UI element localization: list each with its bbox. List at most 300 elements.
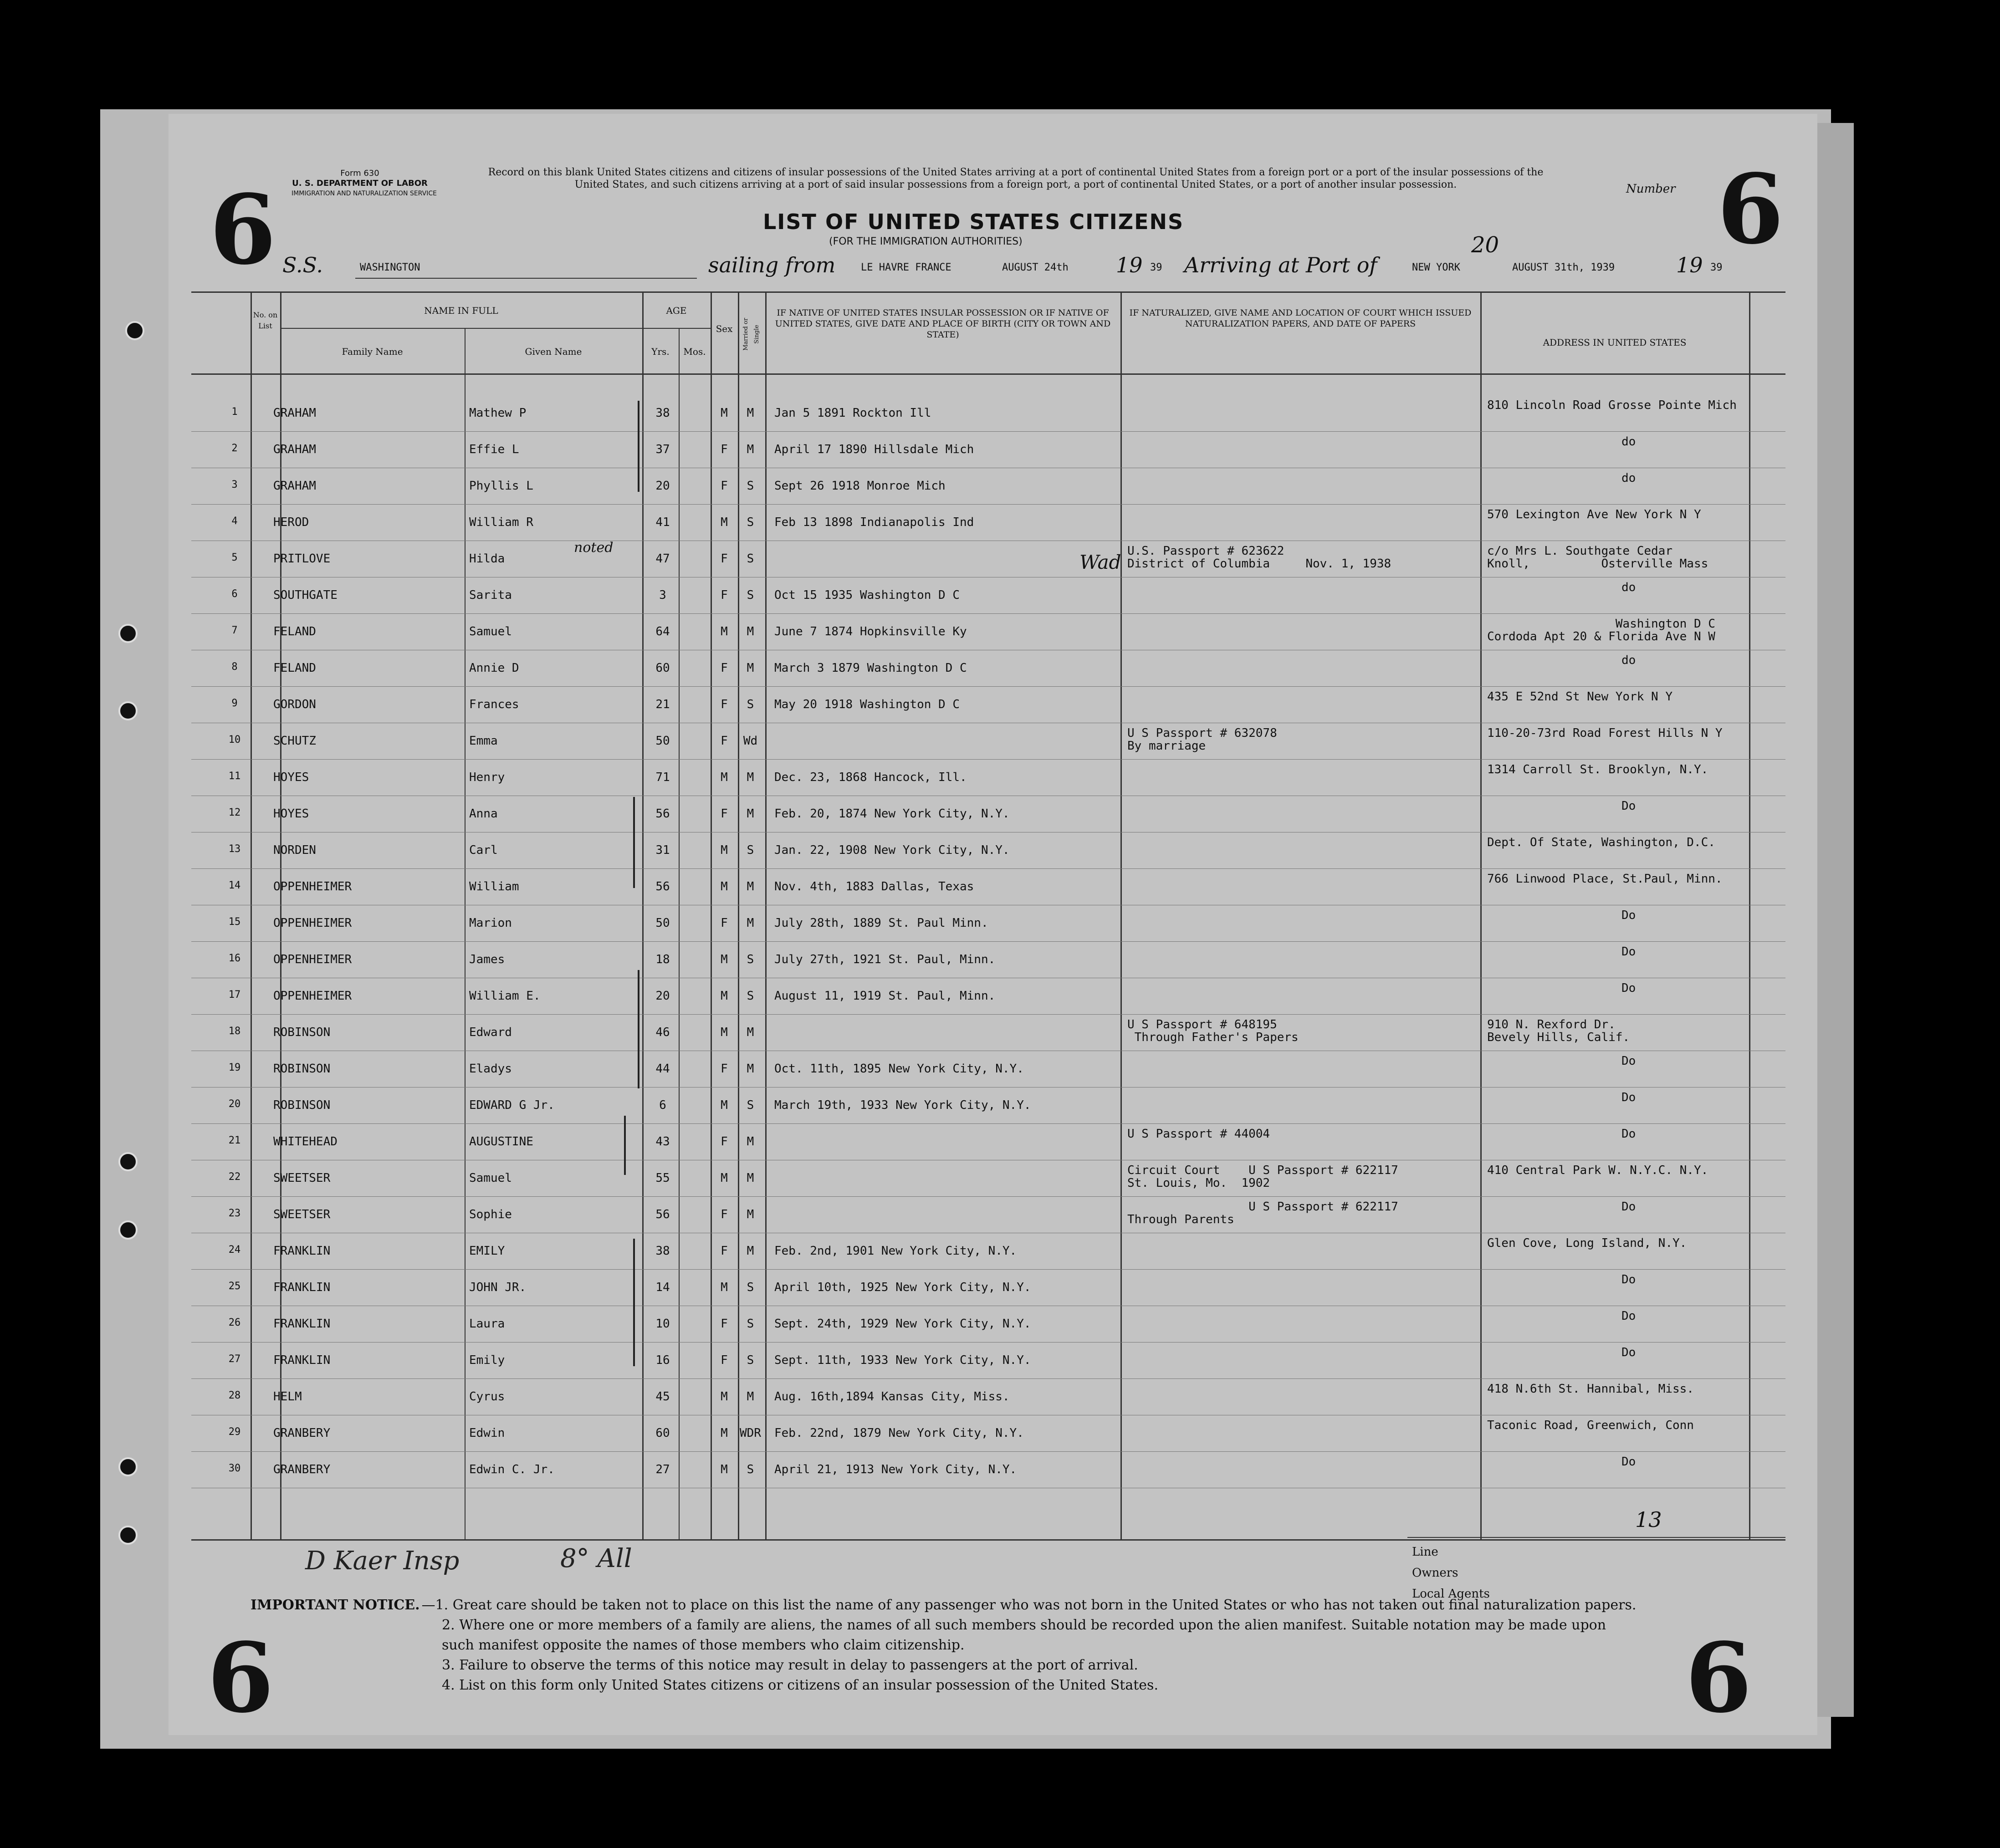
- age-years: 38: [655, 406, 670, 420]
- given-name: Marion: [469, 916, 512, 930]
- naturalization-info: U S Passport # 622117 Through Parents: [1127, 1200, 1398, 1226]
- binder-hole: [118, 1220, 138, 1240]
- family-name: FRANKLIN: [273, 1353, 331, 1367]
- row-number: 21: [228, 1135, 241, 1146]
- address: Do: [1621, 1346, 1636, 1359]
- marital-status: S: [747, 843, 754, 857]
- marital-status: S: [747, 516, 754, 529]
- age-years: 14: [655, 1281, 670, 1294]
- age-years: 31: [655, 843, 670, 857]
- given-name: JOHN JR.: [469, 1281, 527, 1294]
- form-intro: Record on this blank United States citizens and citizens of insular possessions of the United States arriving at a port of continental United States from a foreign port or a port of the insular possessions of the United States, and such citizens arriving at a port of said insular possessions from a foreign port, a port of continental United States, or a port of another insular possession.: [488, 167, 1544, 190]
- family-name: GRANBERY: [273, 1463, 331, 1476]
- family-name: HOYES: [273, 771, 309, 784]
- arrival-year-suffix: 39: [1710, 262, 1723, 273]
- birth-info: Feb. 2nd, 1901 New York City, N.Y.: [774, 1244, 1017, 1258]
- table-row: [169, 943, 1817, 978]
- marital-status: M: [747, 443, 754, 456]
- given-name: Henry: [469, 771, 505, 784]
- table-row: [169, 833, 1817, 869]
- marital-status: M: [747, 880, 754, 893]
- sex: M: [721, 1390, 728, 1404]
- given-name: Eladys: [469, 1062, 512, 1076]
- row-number: 12: [228, 807, 241, 818]
- row-rule: [191, 1014, 1785, 1015]
- row-rule: [191, 1196, 1785, 1197]
- row-number: 22: [228, 1171, 241, 1183]
- birth-info: July 28th, 1889 St. Paul Minn.: [774, 916, 988, 930]
- sex: F: [721, 1208, 728, 1221]
- family-name: ROBINSON: [273, 1098, 331, 1112]
- address: Do: [1621, 909, 1636, 922]
- age-years: 43: [655, 1135, 670, 1149]
- sex: F: [721, 1135, 728, 1149]
- family-name: SWEETSER: [273, 1208, 331, 1221]
- sex: F: [721, 734, 728, 748]
- notice-item: —1. Great care should be taken not to place on this list the name of any passenger who was not born in the United States or who has not taken out final naturalization papers.: [421, 1597, 1637, 1613]
- birth-info: July 27th, 1921 St. Paul, Minn.: [774, 953, 996, 966]
- sex: F: [721, 1317, 728, 1331]
- marital-status: M: [747, 1208, 754, 1221]
- family-name: FELAND: [273, 661, 316, 675]
- row-number: 8: [231, 661, 238, 673]
- age-years: 6: [659, 1098, 666, 1112]
- marital-status: S: [747, 1281, 754, 1294]
- page-edge: [1813, 123, 1854, 1717]
- address: 1314 Carroll St. Brooklyn, N.Y.: [1487, 763, 1708, 776]
- age-years: 16: [655, 1353, 670, 1367]
- family-name: OPPENHEIMER: [273, 880, 352, 893]
- table-row: [169, 651, 1817, 687]
- check-mark-bracket: [633, 797, 635, 888]
- birth-info: Dec. 23, 1868 Hancock, Ill.: [774, 771, 967, 784]
- age-years: 56: [655, 807, 670, 821]
- table-row: [169, 797, 1817, 832]
- age-years: 21: [655, 698, 670, 711]
- row-number: 17: [228, 989, 241, 1001]
- family-name: FRANKLIN: [273, 1244, 331, 1258]
- table-row: [169, 979, 1817, 1015]
- age-years: 56: [655, 1208, 670, 1221]
- ss-label: S.S.: [282, 253, 323, 277]
- birth-info: April 17 1890 Hillsdale Mich: [774, 443, 974, 456]
- birth-info: Feb. 22nd, 1879 New York City, N.Y.: [774, 1426, 1024, 1440]
- handwritten-date-correction: 20: [1471, 232, 1499, 258]
- row-number: 26: [228, 1317, 241, 1328]
- check-mark-bracket: [633, 1239, 635, 1366]
- family-name: FRANKLIN: [273, 1317, 331, 1331]
- given-name: Samuel: [469, 1171, 512, 1185]
- age-years: 47: [655, 552, 670, 566]
- given-name: Sophie: [469, 1208, 512, 1221]
- sex: M: [721, 953, 728, 966]
- row-number: 18: [228, 1026, 241, 1037]
- sex: M: [721, 1426, 728, 1440]
- sex: M: [721, 771, 728, 784]
- row-number: 29: [228, 1426, 241, 1438]
- marital-status: M: [747, 1026, 754, 1039]
- birth-info: Sept 26 1918 Monroe Mich: [774, 479, 946, 493]
- age-years: 44: [655, 1062, 670, 1076]
- row-number: 20: [228, 1098, 241, 1110]
- year-suffix: 39: [1150, 262, 1162, 273]
- address: c/o Mrs L. Southgate Cedar Knoll, Osterville Mass: [1487, 544, 1708, 571]
- age-years: 64: [655, 625, 670, 638]
- form-subtitle: (FOR THE IMMIGRATION AUTHORITIES): [829, 236, 1023, 247]
- family-name: HEROD: [273, 516, 309, 529]
- given-name: Hilda: [469, 552, 505, 566]
- table-row: [169, 433, 1817, 468]
- ship-underline: [355, 278, 697, 279]
- family-name: GRANBERY: [273, 1426, 331, 1440]
- row-number: 9: [231, 698, 238, 709]
- form-identity: [292, 168, 437, 199]
- address: 110-20-73rd Road Forest Hills N Y: [1487, 726, 1723, 740]
- marital-status: S: [747, 479, 754, 493]
- handwritten-count: 8° All: [560, 1544, 632, 1573]
- address: 810 Lincoln Road Grosse Pointe Mich: [1487, 398, 1737, 412]
- ship-name: WASHINGTON: [360, 262, 420, 273]
- check-mark-bracket: [624, 1116, 626, 1175]
- given-name: Phyllis L: [469, 479, 533, 493]
- family-name: GRAHAM: [273, 406, 316, 420]
- table-row: [169, 469, 1817, 505]
- arrival-year-prefix: 19: [1676, 253, 1703, 277]
- address: Do: [1621, 981, 1636, 995]
- row-rule: [191, 1269, 1785, 1270]
- marital-status: WDR: [740, 1426, 761, 1440]
- line-label: Line: [1412, 1545, 1438, 1559]
- birth-info: March 19th, 1933 New York City, N.Y.: [774, 1098, 1031, 1112]
- row-number: 2: [231, 443, 238, 454]
- given-name: Mathew P: [469, 406, 527, 420]
- row-number: 15: [228, 916, 241, 928]
- table-row: [169, 724, 1817, 760]
- address: Dept. Of State, Washington, D.C.: [1487, 836, 1715, 849]
- table-row: [169, 1307, 1817, 1343]
- address: Do: [1621, 1054, 1636, 1068]
- form-title: LIST OF UNITED STATES CITIZENS: [763, 209, 1184, 234]
- given-name: Edward: [469, 1026, 512, 1039]
- address: Washington D C Cordoda Apt 20 & Florida Ave N W: [1487, 617, 1715, 643]
- naturalization-info: U S Passport # 632078 By marriage: [1127, 726, 1277, 753]
- manifest-rows: [169, 396, 1817, 1535]
- address: 570 Lexington Ave New York N Y: [1487, 508, 1701, 521]
- form-number: Form 630: [340, 168, 379, 178]
- sex: F: [721, 916, 728, 930]
- table-row: [169, 1380, 1817, 1415]
- header-married-or-single: Married or Single: [742, 318, 760, 351]
- family-name: WHITEHEAD: [273, 1135, 338, 1149]
- header-yrs: Yrs.: [651, 346, 670, 357]
- sex: F: [721, 552, 728, 566]
- table-row: [169, 1125, 1817, 1160]
- marital-status: S: [747, 1098, 754, 1112]
- header-address: ADDRESS IN UNITED STATES: [1543, 337, 1687, 348]
- marital-status: M: [747, 807, 754, 821]
- row-rule: [191, 1451, 1785, 1452]
- sheet-number-top-left: 6: [210, 174, 276, 286]
- sheet-number-bottom-left: 6: [207, 1622, 274, 1734]
- table-row: [169, 505, 1817, 541]
- given-name: Effie L: [469, 443, 519, 456]
- name-subheader-rule: [280, 328, 676, 329]
- header-naturalized: IF NATURALIZED, GIVE NAME AND LOCATION OF COURT WHICH ISSUED NATURALIZATION PAPERS, AND DATE OF PAPERS: [1129, 308, 1472, 329]
- family-name: FRANKLIN: [273, 1281, 331, 1294]
- row-number: 25: [228, 1281, 241, 1292]
- header-age: AGE: [666, 305, 687, 316]
- sex: F: [721, 443, 728, 456]
- address: 766 Linwood Place, St.Paul, Minn.: [1487, 872, 1723, 886]
- row-number: 27: [228, 1353, 241, 1365]
- given-name: Edwin: [469, 1426, 505, 1440]
- address: Taconic Road, Greenwich, Conn: [1487, 1419, 1694, 1432]
- row-rule: [191, 941, 1785, 942]
- family-name: PRITLOVE: [273, 552, 331, 566]
- marital-status: S: [747, 953, 754, 966]
- table-bottom-rule: [191, 1539, 1785, 1541]
- header-bottom-rule: [191, 373, 1785, 375]
- header-sex: Sex: [716, 323, 733, 334]
- binder-hole: [118, 1457, 138, 1476]
- age-years: 45: [655, 1390, 670, 1404]
- sex: F: [721, 1062, 728, 1076]
- sex: M: [721, 516, 728, 529]
- birth-info: Sept. 24th, 1929 New York City, N.Y.: [774, 1317, 1031, 1331]
- service-name: IMMIGRATION AND NATURALIZATION SERVICE: [292, 190, 437, 197]
- given-name: EDWARD G Jr.: [469, 1098, 555, 1112]
- table-row: [169, 688, 1817, 723]
- marital-status: M: [747, 1135, 754, 1149]
- family-name: NORDEN: [273, 843, 316, 857]
- table-row: [169, 1234, 1817, 1270]
- age-years: 41: [655, 516, 670, 529]
- table-row: [169, 1161, 1817, 1197]
- marital-status: S: [747, 698, 754, 711]
- row-number: 7: [231, 625, 238, 636]
- table-top-rule: [191, 291, 1785, 293]
- notice-label: IMPORTANT NOTICE.: [251, 1597, 420, 1613]
- birth-info: Oct 15 1935 Washington D C: [774, 588, 960, 602]
- family-name: ROBINSON: [273, 1026, 331, 1039]
- check-mark-bracket: [638, 970, 639, 1088]
- handwritten-row-note: noted: [574, 540, 614, 556]
- sex: M: [721, 1171, 728, 1185]
- family-name: ROBINSON: [273, 1062, 331, 1076]
- marital-status: S: [747, 1463, 754, 1476]
- marital-status: M: [747, 1171, 754, 1185]
- year-prefix: 19: [1116, 253, 1143, 277]
- row-number: 5: [231, 552, 238, 563]
- table-row: [169, 542, 1817, 577]
- given-name: AUGUSTINE: [469, 1135, 533, 1149]
- sex: M: [721, 880, 728, 893]
- table-row: [169, 578, 1817, 614]
- sex: M: [721, 989, 728, 1003]
- sex: F: [721, 1244, 728, 1258]
- row-number: 24: [228, 1244, 241, 1256]
- family-name: OPPENHEIMER: [273, 953, 352, 966]
- address: Glen Cove, Long Island, N.Y.: [1487, 1236, 1687, 1250]
- table-row: [169, 396, 1817, 432]
- marital-status: S: [747, 1353, 754, 1367]
- address: Do: [1621, 799, 1636, 813]
- table-row: [169, 615, 1817, 650]
- table-row: [169, 1088, 1817, 1124]
- manifest-sheet: [169, 114, 1817, 1735]
- family-name: FELAND: [273, 625, 316, 638]
- marital-status: S: [747, 989, 754, 1003]
- sheet-number-bottom-right: 6: [1685, 1622, 1752, 1734]
- birth-info: Feb. 20, 1874 New York City, N.Y.: [774, 807, 1010, 821]
- row-rule: [191, 504, 1785, 505]
- given-name: Laura: [469, 1317, 505, 1331]
- given-name: Edwin C. Jr.: [469, 1463, 555, 1476]
- sail-date: AUGUST 24th: [1002, 262, 1069, 273]
- age-years: 3: [659, 588, 666, 602]
- address: do: [1621, 581, 1636, 594]
- row-number: 1: [231, 406, 238, 418]
- department-name: U. S. DEPARTMENT OF LABOR: [292, 179, 428, 188]
- family-name: SCHUTZ: [273, 734, 316, 748]
- row-number: 16: [228, 953, 241, 964]
- address: Do: [1621, 1273, 1636, 1286]
- birth-info: April 10th, 1925 New York City, N.Y.: [774, 1281, 1031, 1294]
- birth-info: Sept. 11th, 1933 New York City, N.Y.: [774, 1353, 1031, 1367]
- row-rule: [191, 1378, 1785, 1379]
- line-block-rule: [1407, 1537, 1785, 1538]
- check-mark-bracket: [638, 401, 639, 492]
- notice-item: 4. List on this form only United States citizens or citizens of an insular possession of the United States.: [442, 1677, 1158, 1693]
- table-row: [169, 906, 1817, 942]
- marital-status: M: [747, 1390, 754, 1404]
- age-years: 10: [655, 1317, 670, 1331]
- sex: F: [721, 479, 728, 493]
- age-years: 60: [655, 1426, 670, 1440]
- address: Do: [1621, 1455, 1636, 1469]
- marital-status: M: [747, 661, 754, 675]
- binder-hole: [118, 701, 138, 720]
- header-given-name: Given Name: [525, 346, 582, 357]
- local-agents-label: Local Agents: [1412, 1587, 1490, 1601]
- sex: M: [721, 625, 728, 638]
- address: 910 N. Rexford Dr. Bevely Hills, Calif.: [1487, 1018, 1630, 1044]
- marital-status: S: [747, 552, 754, 566]
- row-number: 28: [228, 1390, 241, 1401]
- given-name: William: [469, 880, 519, 893]
- binder-hole: [118, 1152, 138, 1171]
- sex: F: [721, 698, 728, 711]
- table-row: [169, 1453, 1817, 1488]
- row-rule: [191, 868, 1785, 869]
- birth-info: March 3 1879 Washington D C: [774, 661, 967, 675]
- address: Do: [1621, 1200, 1636, 1214]
- row-rule: [191, 431, 1785, 432]
- given-name: Emma: [469, 734, 498, 748]
- notice-item: 3. Failure to observe the terms of this notice may result in delay to passengers at the port of arrival.: [442, 1657, 1138, 1673]
- header-name-in-full: NAME IN FULL: [424, 305, 498, 316]
- age-years: 71: [655, 771, 670, 784]
- handwritten-margin-note: Wad: [1079, 551, 1121, 573]
- given-name: Anna: [469, 807, 498, 821]
- family-name: SOUTHGATE: [273, 588, 338, 602]
- birth-info: June 7 1874 Hopkinsville Ky: [774, 625, 967, 638]
- table-row: [169, 1198, 1817, 1233]
- address: do: [1621, 435, 1636, 449]
- age-years: 18: [655, 953, 670, 966]
- marital-status: S: [747, 1317, 754, 1331]
- sex: M: [721, 1098, 728, 1112]
- header-mos: Mos.: [683, 346, 706, 357]
- family-name: HELM: [273, 1390, 302, 1404]
- birth-info: April 21, 1913 New York City, N.Y.: [774, 1463, 1017, 1476]
- birth-info: Jan 5 1891 Rockton Ill: [774, 406, 931, 420]
- birth-info: Feb 13 1898 Indianapolis Ind: [774, 516, 974, 529]
- owners-label: Owners: [1412, 1566, 1458, 1580]
- birth-info: Oct. 11th, 1895 New York City, N.Y.: [774, 1062, 1024, 1076]
- age-years: 50: [655, 916, 670, 930]
- page-count: 13: [1635, 1507, 1662, 1532]
- sex: F: [721, 661, 728, 675]
- table-row: [169, 870, 1817, 905]
- naturalization-info: U S Passport # 648195 Through Father's Papers: [1127, 1018, 1299, 1044]
- row-number: 11: [228, 771, 241, 782]
- given-name: James: [469, 953, 505, 966]
- age-years: 46: [655, 1026, 670, 1039]
- naturalization-info: Circuit Court U S Passport # 622117 St. Louis, Mo. 1902: [1127, 1164, 1398, 1190]
- address: Do: [1621, 1127, 1636, 1141]
- header-family-name: Family Name: [342, 346, 403, 357]
- given-name: Carl: [469, 843, 498, 857]
- header-no-on-list: No. on List: [253, 311, 278, 330]
- row-number: 23: [228, 1208, 241, 1219]
- marital-status: M: [747, 1244, 754, 1258]
- row-rule: [191, 686, 1785, 687]
- table-row: [169, 1416, 1817, 1452]
- sex: F: [721, 588, 728, 602]
- row-number: 6: [231, 588, 238, 600]
- family-name: GRAHAM: [273, 443, 316, 456]
- given-name: EMILY: [469, 1244, 505, 1258]
- marital-status: M: [747, 1062, 754, 1076]
- table-row: [169, 1052, 1817, 1087]
- given-name: Samuel: [469, 625, 512, 638]
- age-years: 20: [655, 479, 670, 493]
- row-number: 19: [228, 1062, 241, 1073]
- birth-info: Jan. 22, 1908 New York City, N.Y.: [774, 843, 1010, 857]
- row-rule: [191, 1123, 1785, 1124]
- birth-info: Aug. 16th,1894 Kansas City, Miss.: [774, 1390, 1010, 1404]
- header-birth: IF NATIVE OF UNITED STATES INSULAR POSSESSION OR IF NATIVE OF UNITED STATES, GIVE DATE AND PLACE OF BIRTH (CITY OR TOWN AND STATE): [775, 308, 1111, 340]
- family-name: GORDON: [273, 698, 316, 711]
- arrival-port: NEW YORK: [1412, 262, 1460, 273]
- age-years: 50: [655, 734, 670, 748]
- given-name: William R: [469, 516, 533, 529]
- sex: M: [721, 1463, 728, 1476]
- address: 410 Central Park W. N.Y.C. N.Y.: [1487, 1164, 1708, 1177]
- age-years: 38: [655, 1244, 670, 1258]
- age-years: 27: [655, 1463, 670, 1476]
- arriving-label: Arriving at Port of: [1184, 253, 1377, 277]
- marital-status: M: [747, 406, 754, 420]
- birth-info: August 11, 1919 St. Paul, Minn.: [774, 989, 996, 1003]
- binder-hole: [125, 321, 144, 340]
- notice-item: 2. Where one or more members of a family are aliens, the names of all such members should be recorded upon the alien manifest. Suitable notation may be made upon such manifest opposite the names of those members who claim citizenship.: [442, 1617, 1606, 1653]
- from-port: LE HAVRE FRANCE: [861, 262, 951, 273]
- age-years: 56: [655, 880, 670, 893]
- arrival-date: AUGUST 31th, 1939: [1512, 262, 1615, 273]
- address: Do: [1621, 1309, 1636, 1323]
